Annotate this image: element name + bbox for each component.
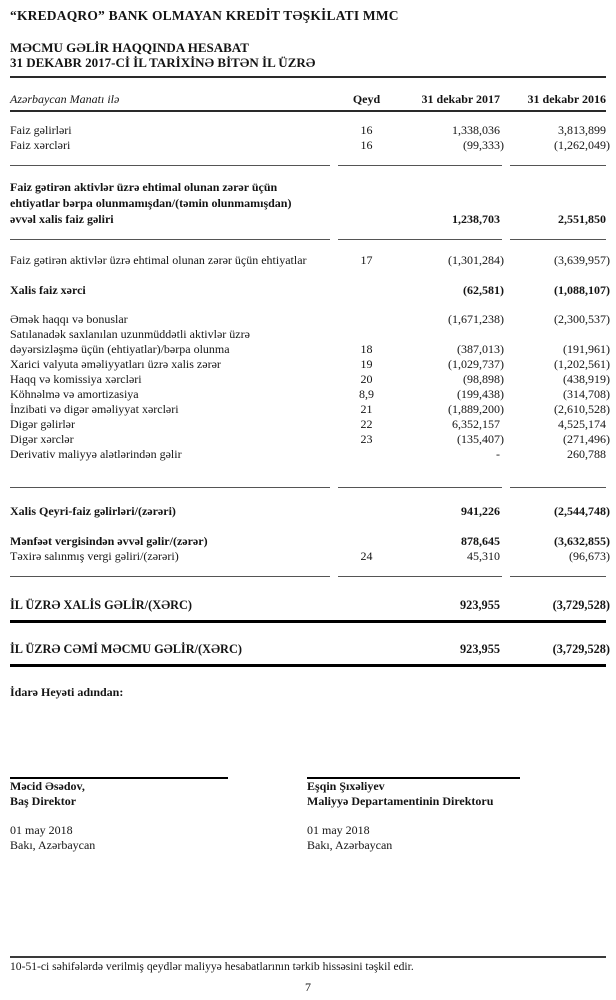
table-spacer: [10, 519, 606, 534]
row-value: 4,525,174: [558, 417, 606, 431]
row-value: (199,438): [457, 387, 504, 401]
row-value: 45,310: [467, 549, 500, 563]
table-row: [10, 432, 610, 447]
row-value: (271,496): [563, 432, 610, 446]
row-value: 6,352,157: [452, 417, 500, 431]
table-spacer: [10, 590, 606, 598]
row-label: İL ÜZRƏ CƏMİ MƏCMU GƏLİR/(XƏRC): [10, 642, 242, 656]
row-value: (191,961): [563, 342, 610, 356]
row-value: 878,645: [461, 534, 500, 548]
row-note-ref: 8,9: [359, 387, 374, 401]
row-value: (1,889,200): [448, 402, 504, 416]
row-value: (98,898): [463, 372, 504, 386]
row-value: 941,226: [461, 504, 500, 518]
table-row: [10, 372, 610, 387]
row-value: 1,338,036: [452, 123, 500, 137]
table-row: [10, 357, 610, 372]
signatory-title: Maliyyə Departamentinin Direktoru: [307, 794, 494, 808]
row-value: (99,333): [463, 138, 504, 152]
row-label: Mənfəət vergisindən əvvəl gəlir/(zərər): [10, 534, 208, 548]
row-value: (1,262,049): [554, 138, 610, 152]
table-row: [10, 534, 610, 549]
table-row: [10, 327, 610, 357]
row-value: (3,729,528): [552, 598, 610, 612]
row-value: 3,813,899: [558, 123, 606, 137]
signatory-title: Baş Direktor: [10, 794, 77, 808]
column-header-2017: 31 dekabr 2017: [421, 92, 500, 106]
column-header-currency: Azərbaycan Manatı ilə: [10, 92, 120, 106]
row-label: Satılanadək saxlanılan uzunmüddətli aktivlər üzrə dəyərsizləşmə üçün (ehtiyatlar)/bərpa olunma: [10, 327, 250, 356]
row-label: Faiz gətirən aktivlər üzrə ehtimal olunan zərər üçün ehtiyatlar bərpa olunmamışdan/(təmin olunmamışdan) əvvəl xalis faiz gəliri: [10, 180, 292, 226]
row-value: 923,955: [460, 598, 500, 612]
row-label: Haqq və komissiya xərcləri: [10, 372, 142, 386]
table-spacer: [10, 298, 606, 312]
row-value: (1,202,561): [554, 357, 610, 371]
footer-rule: [10, 956, 606, 958]
table-row: [10, 253, 610, 268]
table-row: [10, 312, 610, 327]
table-divider: [10, 165, 606, 166]
table-row: [10, 504, 610, 519]
row-label: Derivativ maliyyə alətlərindən gəlir: [10, 447, 182, 461]
row-label: Digər xərclər: [10, 432, 74, 446]
row-value: (2,544,748): [554, 504, 610, 518]
row-value: (3,639,957): [554, 253, 610, 267]
footer-note: 10-51-ci səhifələrdə verilmiş qeydlər maliyyə hesabatlarının tərkib hissəsini təşkil edir.: [10, 960, 414, 973]
row-label: Təxirə salınmış vergi gəliri/(zərəri): [10, 549, 179, 563]
page-footer: [10, 956, 606, 995]
row-label: Faiz gəlirləri: [10, 123, 72, 137]
table-divider: [10, 576, 606, 577]
statement-table-body: [10, 112, 610, 667]
row-value: 2,551,850: [558, 212, 606, 226]
company-name: “KREDAQRO” BANK OLMAYAN KREDİT TƏŞKİLATI MMC: [10, 8, 399, 23]
table-row: [10, 549, 610, 564]
row-label: Əmək haqqı və bonuslar: [10, 312, 128, 326]
row-label: İnzibati və digər əməliyyat xərcləri: [10, 402, 179, 416]
table-header: [10, 78, 606, 112]
table-divider: [10, 239, 606, 240]
signature-section: [10, 777, 606, 853]
signature-place: Bakı, Azərbaycan: [10, 838, 96, 852]
table-row: [10, 123, 606, 138]
row-value: 260,788: [567, 447, 606, 461]
row-value: (1,029,737): [448, 357, 504, 371]
report-title: [10, 41, 606, 70]
row-value: (438,919): [563, 372, 610, 386]
signatory-name: Məcid Əsədov,: [10, 779, 85, 793]
row-value: (96,673): [569, 549, 610, 563]
table-row: [10, 387, 610, 402]
report-title-line2: 31 DEKABR 2017-Cİ İL TARİXİNƏ BİTƏN İL ÜZRƏ: [10, 54, 316, 70]
table-row: [10, 642, 610, 657]
row-value: (2,610,528): [554, 402, 610, 416]
row-value: (1,301,284): [448, 253, 504, 267]
row-label: İL ÜZRƏ XALİS GƏLİR/(XƏRC): [10, 598, 193, 612]
column-header-note: Qeyd: [352, 92, 381, 106]
row-value: (2,300,537): [554, 312, 610, 326]
signature-date: 01 may 2018: [10, 823, 73, 837]
signature-place: Bakı, Azərbaycan: [307, 838, 393, 852]
table-row: [10, 179, 606, 227]
row-label: Faiz gətirən aktivlər üzrə ehtimal olunan zərər üçün ehtiyatlar: [10, 253, 307, 267]
table-row: [10, 598, 610, 613]
row-value: (387,013): [457, 342, 504, 356]
table-row: [10, 417, 606, 432]
row-note-ref: 20: [360, 372, 373, 386]
signatory-name: Eşqin Şıxəliyev: [307, 779, 385, 793]
row-note-ref: 16: [360, 123, 373, 137]
row-value: 1,238,703: [452, 212, 500, 226]
row-note-ref: 18: [360, 342, 373, 356]
column-header-2016: 31 dekabr 2016: [527, 92, 606, 106]
table-spacer: [10, 268, 606, 283]
row-value: (3,632,855): [554, 534, 610, 548]
row-label: Xalis faiz xərci: [10, 283, 86, 297]
row-value: -: [496, 447, 500, 461]
row-note-ref: 24: [360, 549, 373, 563]
table-divider: [10, 487, 606, 488]
row-value: (314,708): [563, 387, 610, 401]
row-value: 923,955: [460, 642, 500, 656]
row-value: (3,729,528): [552, 642, 610, 656]
signature-date: 01 may 2018: [307, 823, 370, 837]
row-note-ref: 23: [360, 432, 373, 446]
signature-block-right: [307, 777, 606, 853]
row-note-ref: 16: [360, 138, 373, 152]
row-label: Digər gəlirlər: [10, 417, 75, 431]
report-title-line1: MƏCMU GƏLİR HAQQINDA HESABAT: [10, 40, 249, 55]
table-row: [10, 447, 606, 462]
table-row: [10, 283, 610, 298]
signature-block-left: [10, 777, 307, 853]
row-note-ref: 21: [360, 402, 373, 416]
row-label: Faiz xərcləri: [10, 138, 71, 152]
table-rule-thick: [10, 620, 606, 623]
row-value: (1,088,107): [554, 283, 610, 297]
row-note-ref: 19: [360, 357, 373, 371]
row-note-ref: 17: [360, 253, 373, 267]
row-label: Xalis Qeyri-faiz gəlirləri/(zərəri): [10, 504, 176, 518]
table-row: [10, 402, 610, 417]
row-label: Xarici valyuta əməliyyatları üzrə xalis zərər: [10, 357, 221, 371]
row-value: (62,581): [463, 283, 504, 297]
row-value: (1,671,238): [448, 312, 504, 326]
table-spacer: [10, 462, 606, 475]
row-label: Köhnəlmə və amortizasiya: [10, 387, 139, 401]
row-value: (135,407): [457, 432, 504, 446]
page-number: 7: [305, 980, 311, 994]
table-rule-thick: [10, 664, 606, 667]
table-row: [10, 138, 610, 153]
board-heading: İdarə Heyəti adından:: [10, 685, 124, 699]
row-note-ref: 22: [360, 417, 373, 431]
